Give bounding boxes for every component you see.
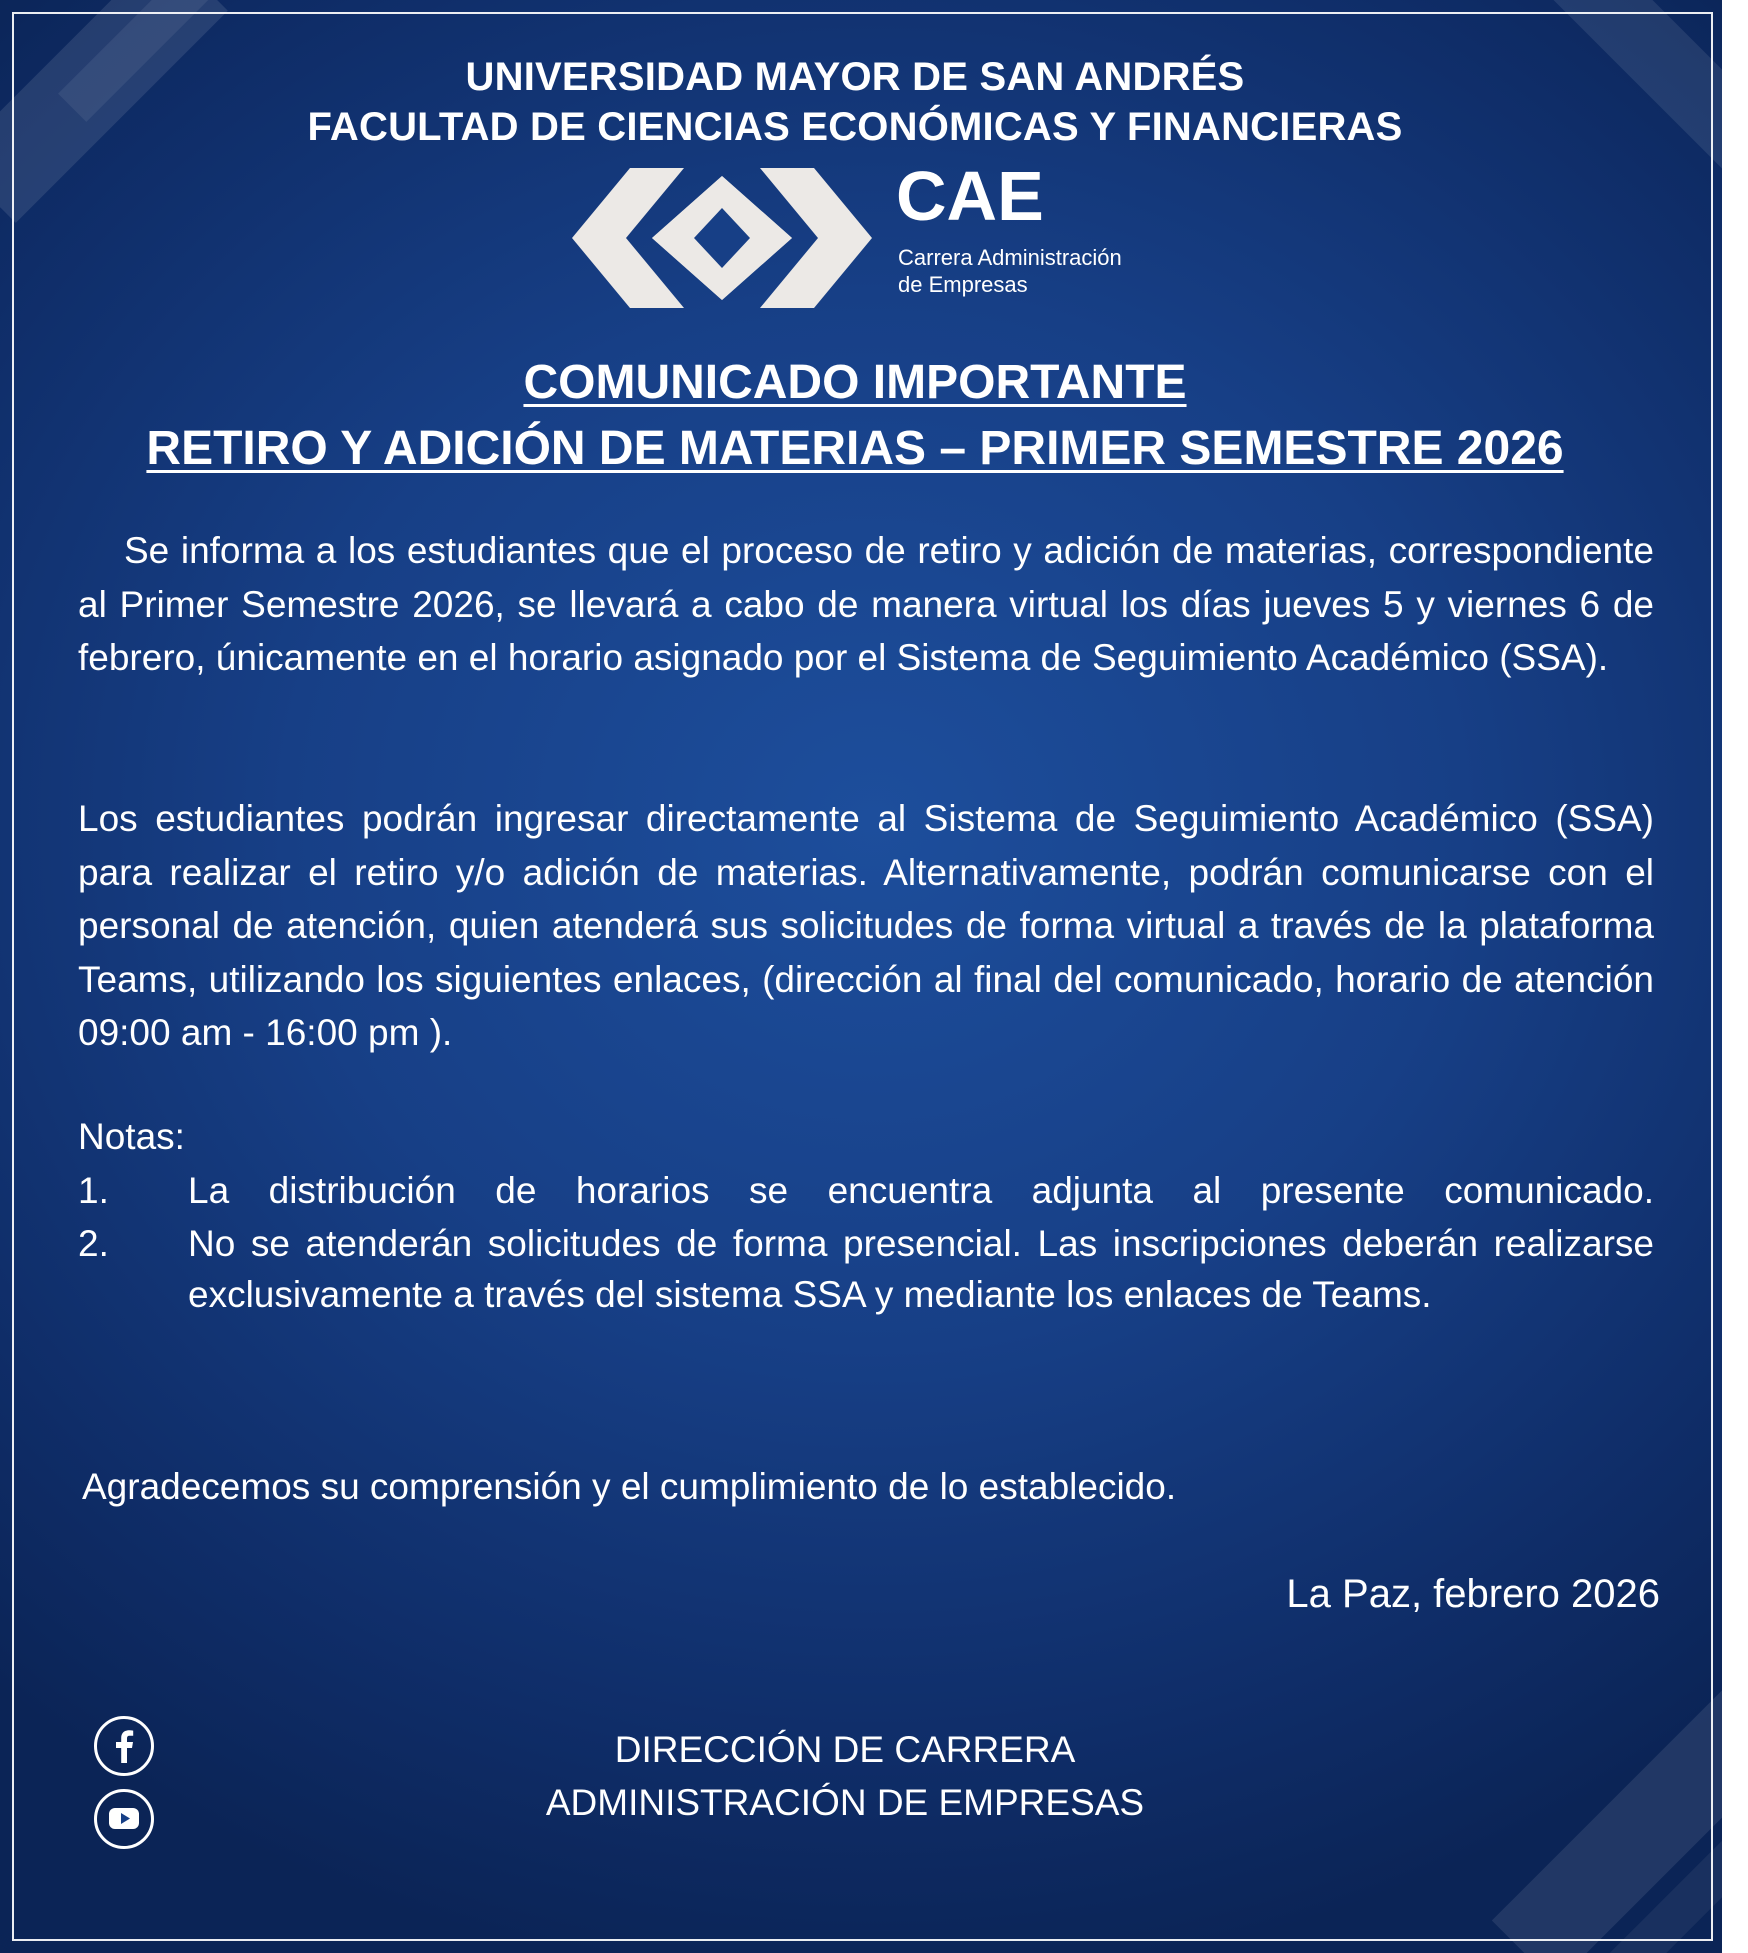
- note-item: [78, 1218, 1654, 1320]
- notes-label: Notas:: [78, 1116, 185, 1157]
- note-number: 1.: [78, 1170, 109, 1211]
- thanks-text: Agradecemos su comprensión y el cumplimiento de lo establecido.: [82, 1466, 1177, 1507]
- header: [0, 52, 1710, 152]
- announcement-title: COMUNICADO IMPORTANTE: [523, 356, 1187, 409]
- place-date: La Paz, febrero 2026: [1286, 1572, 1660, 1616]
- footer-line-2: ADMINISTRACIÓN DE EMPRESAS: [545, 1782, 1145, 1823]
- paragraph-1: Se informa a los estudiantes que el proceso de retiro y adición de materias, correspondiente al Primer Semestre 2026, se llevará a cabo de manera virtual los días jueves 5 y viernes 6 de febrero, únicamente en el horario asignado por el Sistema de Seguimiento Académico (SSA).: [78, 530, 1654, 678]
- announcement-subtitle: RETIRO Y ADICIÓN DE MATERIAS – PRIMER SEMESTRE 2026: [146, 422, 1564, 475]
- university-name: UNIVERSIDAD MAYOR DE SAN ANDRÉS: [465, 55, 1245, 99]
- cae-acronym: CAE: [896, 157, 1044, 235]
- cae-subtitle-line2: de Empresas: [898, 272, 1028, 297]
- cae-subtitle-line1: Carrera Administración: [898, 245, 1122, 270]
- paragraph-2: Los estudiantes podrán ingresar directamente al Sistema de Seguimiento Académico (SSA) para realizar el retiro y/o adición de materias. Alternativamente, podrán comunicarse con el personal de atención, quien atenderá sus solicitudes de forma virtual a través de la plataforma Teams, utilizando los siguientes enlaces, (dirección al final del comunicado, horario de atención 09:00 am - 16:00 pm ).: [78, 798, 1654, 1053]
- announcement-titles: [0, 350, 1710, 482]
- right-edge-strip: [1722, 0, 1748, 1953]
- note-number: 2.: [78, 1223, 109, 1264]
- note-text: No se atenderán solicitudes de forma presencial. Las inscripciones deberán realizarse exclusivamente a través del sistema SSA y mediante los enlaces de Teams.: [188, 1223, 1654, 1315]
- cae-subtitle: [898, 244, 1122, 298]
- footer-line-1: DIRECCIÓN DE CARRERA: [614, 1729, 1076, 1770]
- faculty-name: FACULTAD DE CIENCIAS ECONÓMICAS Y FINANCIERAS: [307, 105, 1403, 149]
- note-item: [78, 1165, 1654, 1216]
- note-text: La distribución de horarios se encuentra adjunta al presente comunicado.: [188, 1170, 1654, 1211]
- cae-logo-mark: [572, 168, 872, 308]
- footer-signature: [0, 1723, 1690, 1829]
